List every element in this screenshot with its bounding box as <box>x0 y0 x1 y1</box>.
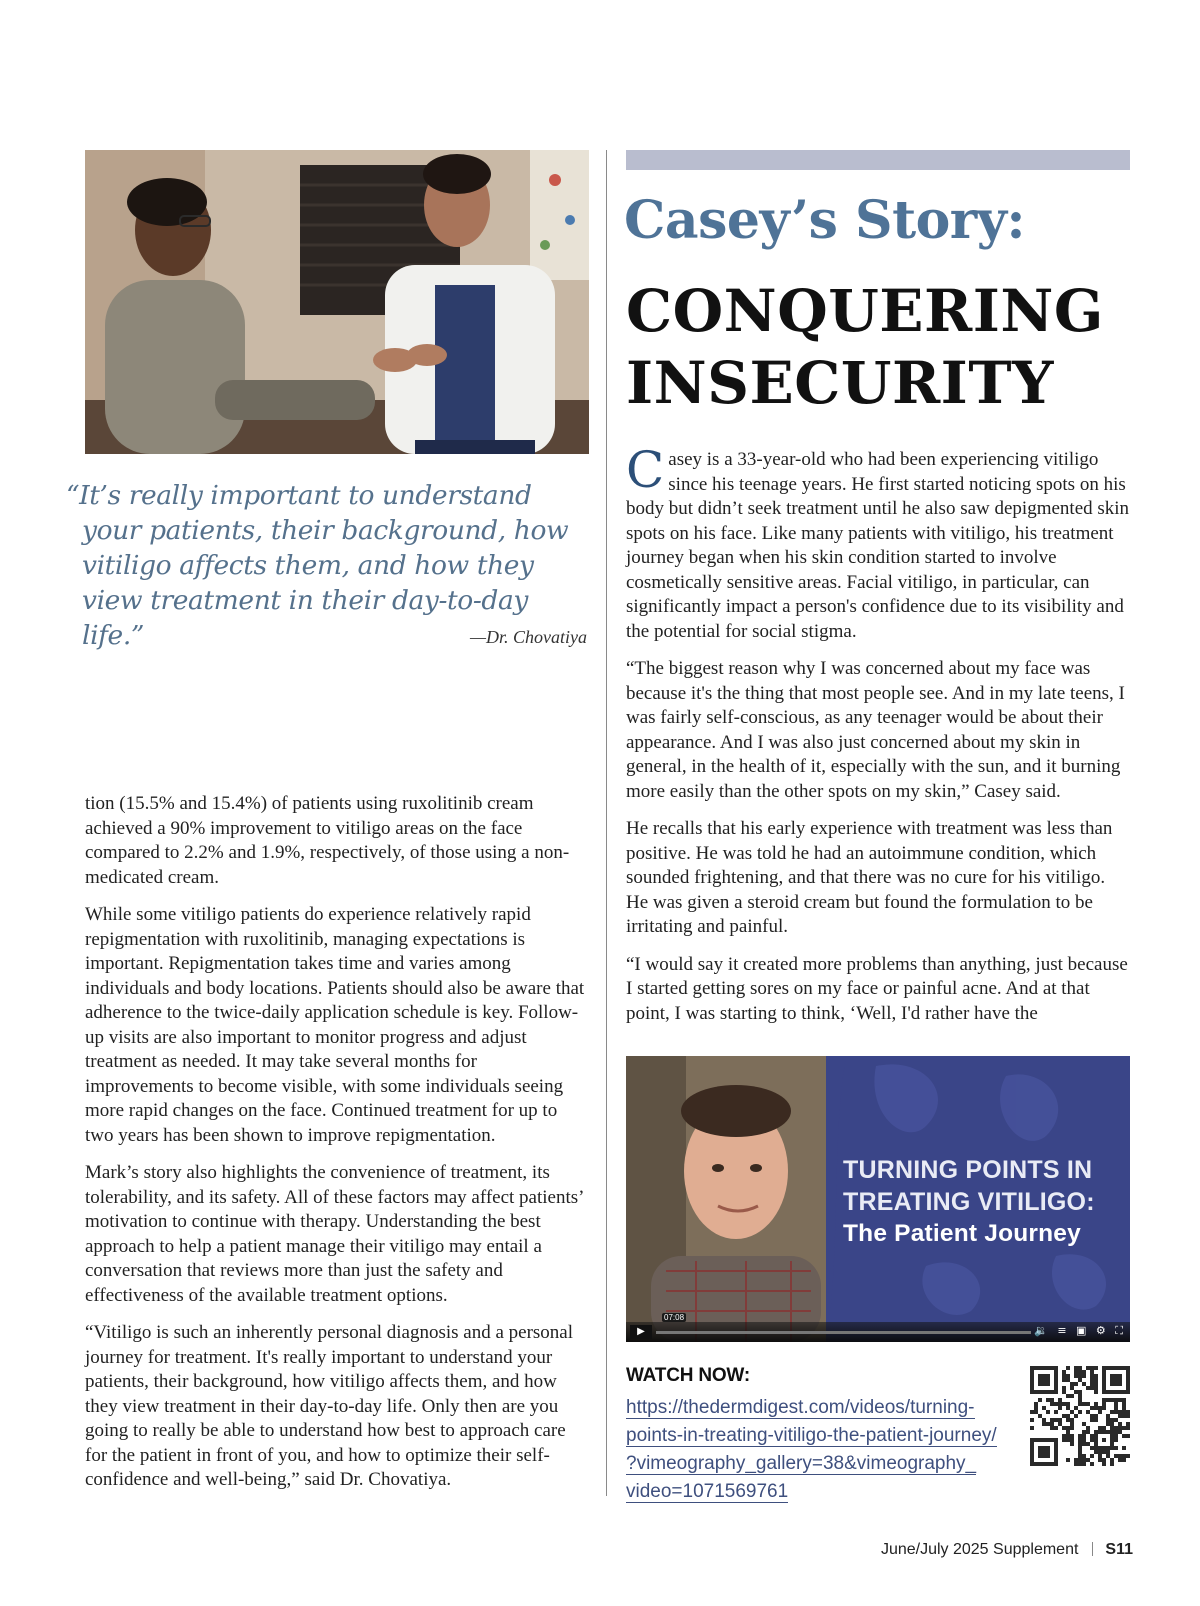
qr-module <box>1082 1458 1086 1462</box>
qr-module <box>1074 1366 1078 1370</box>
qr-module <box>1078 1458 1082 1462</box>
qr-module <box>1082 1402 1086 1406</box>
qr-module <box>1066 1402 1070 1406</box>
video-player[interactable] <box>626 1056 1130 1342</box>
qr-module <box>1094 1402 1098 1406</box>
body-paragraph: While some vitiligo patients do experience relatively rapid repigmentation with ruxolitinib, managing expectations is important. Repigmentation takes time and varies among individuals and body locations. Patients should also be aware that adherence to the twice-daily application schedule is key. Follow-up visits are also important to monitor progress and adjust treatment as needed. It may take several months for improvements to become visible, with some individuals seeing more rapid changes on the face. Continued treatment for up to two years has been shown to improve repigmentation. <box>85 904 585 1146</box>
qr-module <box>1102 1398 1106 1402</box>
qr-module <box>1078 1438 1082 1442</box>
qr-module <box>1106 1422 1110 1426</box>
qr-module <box>1102 1450 1106 1454</box>
qr-module <box>1050 1402 1054 1406</box>
qr-module <box>1094 1450 1098 1454</box>
qr-module <box>1038 1414 1042 1418</box>
column-divider <box>606 150 607 1496</box>
qr-module <box>1078 1366 1082 1370</box>
right-column-body <box>626 441 1130 1039</box>
qr-module <box>1058 1418 1062 1422</box>
qr-module <box>1062 1386 1066 1390</box>
qr-module <box>1062 1374 1066 1378</box>
qr-module <box>1054 1426 1058 1430</box>
qr-module <box>1114 1406 1118 1410</box>
qr-module <box>1110 1422 1114 1426</box>
qr-module <box>1090 1378 1094 1382</box>
qr-module <box>1038 1398 1042 1402</box>
footer-separator <box>1092 1542 1093 1556</box>
qr-module <box>1066 1378 1070 1382</box>
video-controls <box>626 1322 1130 1342</box>
qr-module <box>1082 1434 1086 1438</box>
qr-module <box>1126 1410 1130 1414</box>
qr-module <box>1034 1410 1038 1414</box>
qr-module <box>1042 1422 1046 1426</box>
qr-module <box>1110 1458 1114 1462</box>
qr-module <box>1090 1386 1094 1390</box>
qr-module <box>1126 1422 1130 1426</box>
qr-module <box>1082 1462 1086 1466</box>
qr-code-icon[interactable] <box>1030 1366 1130 1466</box>
qr-module <box>1122 1434 1126 1438</box>
qr-module <box>1066 1438 1070 1442</box>
body-paragraph: tion (15.5% and 15.4%) of patients using ruxolitinib cream achieved a 90% improvement to vitiligo areas on the face compared to 2.2% and 1.9%, respectively, of those using a non-medicated cream. <box>85 793 570 888</box>
qr-module <box>1118 1414 1122 1418</box>
quote-open-mark: “ <box>66 480 80 511</box>
qr-module <box>1086 1426 1090 1430</box>
qr-module <box>1082 1438 1086 1442</box>
qr-module <box>1058 1406 1062 1410</box>
qr-module <box>1050 1398 1054 1402</box>
qr-module <box>1046 1398 1050 1402</box>
qr-module <box>1090 1366 1094 1370</box>
qr-module <box>1122 1426 1126 1430</box>
qr-module <box>1126 1434 1130 1438</box>
qr-module <box>1074 1374 1078 1378</box>
page-number: S11 <box>1105 1541 1133 1558</box>
qr-module <box>1090 1434 1094 1438</box>
qr-module <box>1078 1450 1082 1454</box>
qr-module <box>1118 1410 1122 1414</box>
qr-module <box>1090 1446 1094 1450</box>
qr-module <box>1110 1426 1114 1430</box>
qr-module <box>1066 1414 1070 1418</box>
page-footer <box>850 1541 1133 1559</box>
qr-module <box>1102 1462 1106 1466</box>
qr-module <box>1070 1442 1074 1446</box>
body-paragraph: “The biggest reason why I was concerned about my face was because it's the thing that most people see. And in my late teens, I was fairly self-conscious, as any teenager would be about their appearance. And I was also just concerned about my skin in general, in the health of it, especially with the sun, and it burning more easily than the other spots on my skin,” Casey said. <box>626 658 1125 802</box>
qr-module <box>1070 1422 1074 1426</box>
qr-module <box>1066 1418 1070 1422</box>
qr-module <box>1062 1438 1066 1442</box>
qr-module <box>1074 1382 1078 1386</box>
qr-module <box>1094 1390 1098 1394</box>
qr-module <box>1114 1430 1118 1434</box>
qr-module <box>1114 1426 1118 1430</box>
qr-module <box>1086 1442 1090 1446</box>
qr-module <box>1090 1406 1094 1410</box>
qr-module <box>1118 1426 1122 1430</box>
qr-module <box>1102 1458 1106 1462</box>
qr-module <box>1094 1406 1098 1410</box>
qr-module <box>1114 1434 1118 1438</box>
qr-module <box>1078 1394 1082 1398</box>
qr-module <box>1082 1422 1086 1426</box>
qr-module <box>1106 1418 1110 1422</box>
qr-module <box>1090 1454 1094 1458</box>
qr-module <box>1070 1426 1074 1430</box>
qr-module <box>1094 1374 1098 1378</box>
qr-module <box>1118 1422 1122 1426</box>
qr-module <box>1034 1406 1038 1410</box>
section-color-bar <box>626 150 1130 170</box>
qr-module <box>1114 1418 1118 1422</box>
qr-module <box>1062 1414 1066 1418</box>
qr-module <box>1114 1398 1118 1402</box>
qr-module <box>1030 1410 1034 1414</box>
qr-module <box>1070 1438 1074 1442</box>
qr-module <box>1110 1462 1114 1466</box>
qr-module <box>1062 1390 1066 1394</box>
qr-module <box>1114 1454 1118 1458</box>
consultation-photo <box>85 150 589 454</box>
qr-module <box>1114 1410 1118 1414</box>
qr-module <box>1098 1454 1102 1458</box>
qr-module <box>1034 1402 1038 1406</box>
qr-module <box>1106 1414 1110 1418</box>
qr-module <box>1066 1434 1070 1438</box>
qr-module <box>1058 1402 1062 1406</box>
qr-module <box>1066 1458 1070 1462</box>
qr-module <box>1042 1418 1046 1422</box>
qr-module <box>1122 1406 1126 1410</box>
watch-now-label: WATCH NOW: <box>626 1365 750 1386</box>
play-icon[interactable]: ▶ <box>630 1325 652 1339</box>
qr-module <box>1062 1378 1066 1382</box>
qr-module <box>1062 1426 1066 1430</box>
qr-module <box>1070 1434 1074 1438</box>
qr-module <box>1062 1370 1066 1374</box>
qr-module <box>1102 1406 1106 1410</box>
qr-module <box>1078 1446 1082 1450</box>
qr-module <box>1118 1398 1122 1402</box>
qr-module <box>1066 1394 1070 1398</box>
qr-module <box>1050 1426 1054 1430</box>
qr-module <box>1106 1450 1110 1454</box>
qr-module <box>1090 1382 1094 1386</box>
url-line-3[interactable]: ?vimeography_gallery=38&vimeography_ <box>626 1453 977 1474</box>
qr-module <box>1090 1418 1094 1422</box>
qr-module <box>1102 1402 1106 1406</box>
qr-module <box>1078 1442 1082 1446</box>
qr-module <box>1118 1458 1122 1462</box>
qr-module <box>1078 1454 1082 1458</box>
qr-module <box>1066 1366 1070 1370</box>
qr-module <box>1074 1458 1078 1462</box>
qr-module <box>1122 1414 1126 1418</box>
body-paragraph: He recalls that his early experience with treatment was less than positive. He was told he had an autoimmune condition, which sounded frightening, and that there was no cure for his vitiligo. He was given a steroid cream but found the formulation to be irritating and painful. <box>626 818 1113 937</box>
qr-module <box>1078 1370 1082 1374</box>
qr-module <box>1126 1454 1130 1458</box>
qr-module <box>1074 1390 1078 1394</box>
video-time: 07:08 <box>664 1313 685 1322</box>
url-line-4[interactable]: video=1071569761 <box>626 1481 789 1502</box>
qr-module <box>1082 1442 1086 1446</box>
qr-module <box>1086 1402 1090 1406</box>
qr-module <box>1066 1430 1070 1434</box>
qr-module <box>1046 1422 1050 1426</box>
qr-module <box>1086 1366 1090 1370</box>
body-paragraph: Mark’s story also highlights the convenience of treatment, its tolerability, and its safety. All of these factors may affect patients’ motivation to continue with therapy. Understanding the best approach to help a patient manage their vitiligo may entail a conversation that reviews more than just the safety and effectiveness of the available treatment options. <box>85 1162 584 1306</box>
photo-illustration <box>85 150 589 454</box>
qr-module <box>1066 1406 1070 1410</box>
qr-module <box>1042 1406 1046 1410</box>
qr-module <box>1098 1458 1102 1462</box>
qr-module <box>1050 1422 1054 1426</box>
pull-quote-attribution: —Dr. Chovatiya <box>470 627 587 647</box>
qr-module <box>1122 1410 1126 1414</box>
video-control-icons[interactable]: 🔉 ≡ ▣ ⚙ ⛶ <box>1034 1324 1126 1337</box>
qr-module <box>1082 1370 1086 1374</box>
qr-module <box>1058 1422 1062 1426</box>
qr-module <box>1082 1430 1086 1434</box>
qr-module <box>1098 1410 1102 1414</box>
qr-module <box>1118 1454 1122 1458</box>
qr-module <box>1090 1374 1094 1378</box>
qr-module <box>1078 1410 1082 1414</box>
qr-module <box>1078 1402 1082 1406</box>
qr-module <box>1082 1374 1086 1378</box>
qr-module <box>1106 1454 1110 1458</box>
qr-module <box>1110 1418 1114 1422</box>
qr-module <box>1086 1410 1090 1414</box>
qr-module <box>1090 1414 1094 1418</box>
qr-module <box>1094 1414 1098 1418</box>
qr-module <box>1070 1418 1074 1422</box>
body-paragraph: “Vitiligo is such an inherently personal diagnosis and a personal journey for treatment. It's really important to understand your patients, their background, how vitiligo affects them, and how they view treatment in their day-to-day life. Only then are you going to really be able to understand how best to approach care for the patient in front of you, and how to optimize their self-confidence and well-being,” said Dr. Chovatiya. <box>85 1322 573 1490</box>
left-column-body <box>85 792 590 1506</box>
qr-module <box>1102 1426 1106 1430</box>
video-title <box>843 1154 1123 1250</box>
video-progress-bar[interactable] <box>656 1331 1031 1334</box>
qr-module <box>1098 1450 1102 1454</box>
body-paragraph-first <box>626 441 1130 644</box>
qr-module <box>1094 1382 1098 1386</box>
qr-module <box>1074 1414 1078 1418</box>
first-paragraph-text: asey is a 33-year-old who had been experiencing vitiligo since his teenage years. He first started noticing spots on his body but didn’t seek treatment until he also saw depigmented skin spots on his face. Like many patients with vitiligo, his treatment journey began when his skin condition started to involve cosmetically sensitive areas. Facial vitiligo, in particular, can significantly impact a person's confidence due to its visibility and the potential for social stigma. <box>626 449 1130 642</box>
qr-module <box>1086 1458 1090 1462</box>
qr-module <box>1122 1446 1126 1450</box>
qr-module <box>1078 1390 1082 1394</box>
article-kicker: Casey’s Story: <box>624 190 1026 251</box>
qr-module <box>1094 1418 1098 1422</box>
qr-module <box>1106 1398 1110 1402</box>
pull-quote-text: It’s really important to understand your patients, their background, how vitiligo affects them, and how they view treatment in their day-to-day life.” <box>79 480 569 651</box>
url-line-2[interactable]: points-in-treating-vitiligo-the-patient-journey/ <box>626 1425 997 1446</box>
qr-module <box>1110 1398 1114 1402</box>
qr-module <box>1078 1398 1082 1402</box>
qr-module <box>1030 1418 1034 1422</box>
qr-module <box>1086 1386 1090 1390</box>
qr-module <box>1090 1462 1094 1466</box>
qr-module <box>1126 1426 1130 1430</box>
qr-module <box>1054 1418 1058 1422</box>
qr-module <box>1122 1398 1126 1402</box>
qr-module <box>1054 1402 1058 1406</box>
qr-module <box>1062 1434 1066 1438</box>
qr-module <box>1030 1426 1034 1430</box>
qr-module <box>1118 1430 1122 1434</box>
qr-module <box>1122 1458 1126 1462</box>
qr-module <box>1090 1438 1094 1442</box>
qr-module <box>1122 1454 1126 1458</box>
qr-module <box>1094 1378 1098 1382</box>
qr-module <box>1074 1370 1078 1374</box>
issue-label: June/July 2025 Supplement <box>880 1541 1079 1558</box>
qr-module <box>1078 1462 1082 1466</box>
qr-module <box>1070 1382 1074 1386</box>
qr-module <box>1122 1402 1126 1406</box>
qr-module <box>1110 1410 1114 1414</box>
qr-module <box>1070 1410 1074 1414</box>
qr-module <box>1098 1426 1102 1430</box>
qr-module <box>1050 1418 1054 1422</box>
qr-module <box>1074 1462 1078 1466</box>
qr-module <box>1070 1386 1074 1390</box>
qr-module <box>1078 1434 1082 1438</box>
headline-line-1: CONQUERING <box>626 277 1104 345</box>
qr-module <box>1082 1454 1086 1458</box>
watch-url-link[interactable] <box>626 1394 1006 1506</box>
drop-cap: C <box>626 441 665 499</box>
qr-module <box>1094 1386 1098 1390</box>
qr-module <box>1126 1414 1130 1418</box>
qr-module <box>1074 1406 1078 1410</box>
video-title-line-2: TREATING VITILIGO: <box>843 1188 1095 1216</box>
qr-module <box>1114 1446 1118 1450</box>
qr-module <box>1066 1374 1070 1378</box>
video-subtitle: The Patient Journey <box>843 1220 1081 1247</box>
qr-module <box>1066 1426 1070 1430</box>
qr-module <box>1114 1438 1118 1442</box>
qr-module <box>1058 1398 1062 1402</box>
qr-module <box>1062 1402 1066 1406</box>
qr-module <box>1090 1370 1094 1374</box>
qr-module <box>1082 1382 1086 1386</box>
qr-module <box>1078 1378 1082 1382</box>
url-line-1[interactable]: https://thedermdigest.com/videos/turning- <box>626 1397 975 1418</box>
body-paragraph: “I would say it created more problems than anything, just because I started getting sores on my face or painful acne. And at that point, I was starting to think, ‘Well, I'd rather have the <box>626 953 1128 1024</box>
qr-module <box>1078 1374 1082 1378</box>
article-headline <box>626 275 1146 419</box>
qr-module <box>1094 1366 1098 1370</box>
qr-module <box>1098 1406 1102 1410</box>
video-title-line-1: TURNING POINTS IN <box>843 1156 1093 1184</box>
qr-module <box>1054 1410 1058 1414</box>
qr-module <box>1046 1410 1050 1414</box>
qr-module <box>1086 1430 1090 1434</box>
headline-line-2: INSECURITY <box>626 349 1054 417</box>
qr-module <box>1114 1402 1118 1406</box>
qr-module <box>1070 1394 1074 1398</box>
